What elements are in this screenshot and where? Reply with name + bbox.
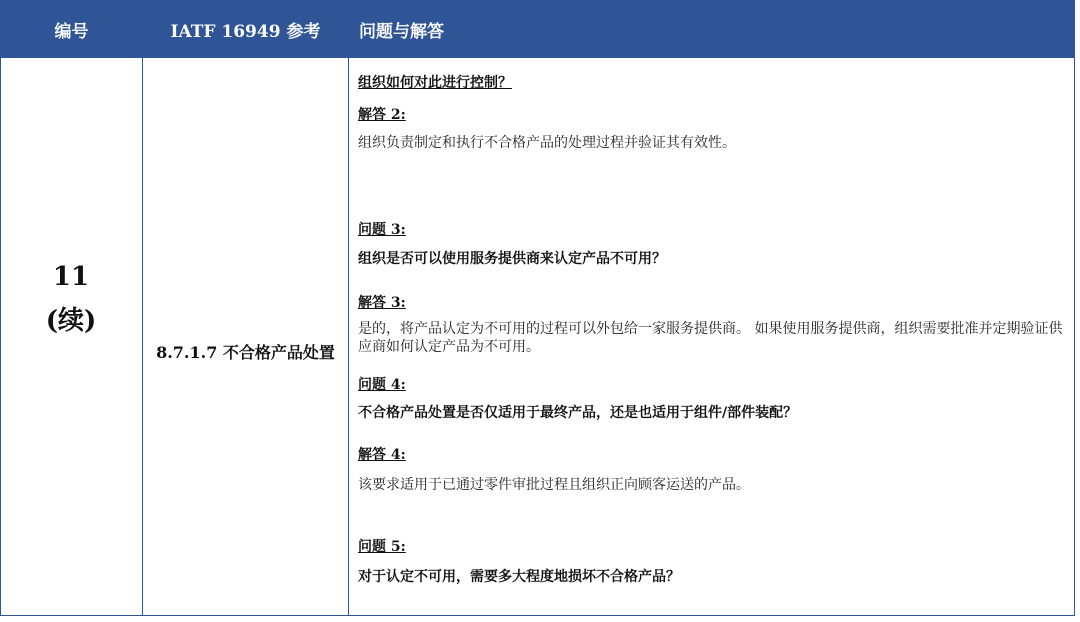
answer-2-label: 解答 2: [358,107,406,123]
column-divider [142,58,143,616]
question-4-label: 问题 4: [358,377,406,393]
row-number-value: 11 [52,262,90,292]
column-divider [348,58,349,616]
answer-3-text: 是的，将产品认定为不可用的过程可以外包给一家服务提供商。 如果使用服务提供商，组织需要批准并定期验证供应商如何认定产品为不可用。 [358,321,1063,355]
question-3-label: 问题 3: [358,222,406,238]
header-reference: IATF 16949 参考 [170,21,321,42]
question-5-label: 问题 5: [358,539,406,555]
row-number [0,255,142,343]
question-2-text: 组织如何对此进行控制？ [358,75,512,91]
answer-4-text: 该要求适用于已通过零件审批过程且组织正向顾客运送的产品。 [358,477,750,493]
header-number: 编号 [54,21,89,42]
row-number-note: (续) [45,306,97,336]
question-3-text: 组织是否可以使用服务提供商来认定产品不可用？ [358,251,666,267]
row-reference: 8.7.1.7 不合格产品处置 [156,343,335,362]
answer-2-text: 组织负责制定和执行不合格产品的处理过程并验证其有效性。 [358,135,736,151]
question-4-text: 不合格产品处置是否仅适用于最终产品，还是也适用于组件/部件装配？ [358,405,798,421]
question-5-text: 对于认定不可用，需要多大程度地损坏不合格产品？ [358,569,680,585]
answer-4-label: 解答 4: [358,447,406,463]
header-qa: 问题与解答 [359,21,444,42]
table-header [0,0,1075,58]
answer-3-label: 解答 3: [358,295,406,311]
